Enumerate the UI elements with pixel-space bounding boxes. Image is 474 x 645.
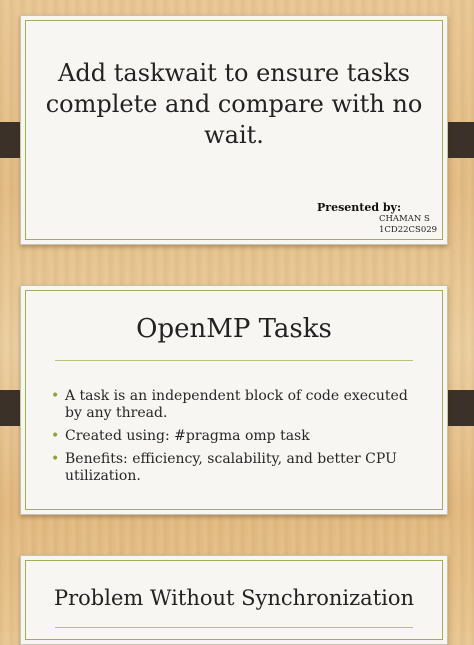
slide1-right-tab [444, 122, 474, 158]
slide-1-title: Add taskwait to ensure tasks complete and compare with no wait. [45, 59, 423, 149]
bullet-dot-icon: • [51, 388, 60, 404]
presenter-name: CHAMAN S [379, 214, 430, 224]
title-divider [55, 360, 413, 361]
bullet-dot-icon: • [51, 428, 60, 444]
presenter-id: 1CD22CS029 [379, 225, 438, 235]
presented-by-label: Presented by: [317, 201, 401, 214]
slide-3-title: Problem Without Synchronization [53, 586, 415, 610]
bullet-text: A task is an independent block of code executed by any thread. [65, 388, 408, 421]
slide-2[interactable] [20, 285, 448, 515]
slide2-right-tab [444, 390, 474, 426]
bullet-item [51, 388, 419, 422]
bullet-text: Benefits: efficiency, scalability, and better CPU utilization. [65, 451, 397, 484]
bullet-item [51, 451, 419, 485]
bullet-text: Created using: #pragma omp task [65, 428, 310, 444]
bullet-list [51, 388, 419, 491]
slide-2-title: OpenMP Tasks [136, 314, 332, 344]
slide-1[interactable] [20, 15, 448, 245]
title-divider [55, 627, 413, 628]
bullet-dot-icon: • [51, 451, 60, 467]
bullet-item [51, 428, 419, 445]
